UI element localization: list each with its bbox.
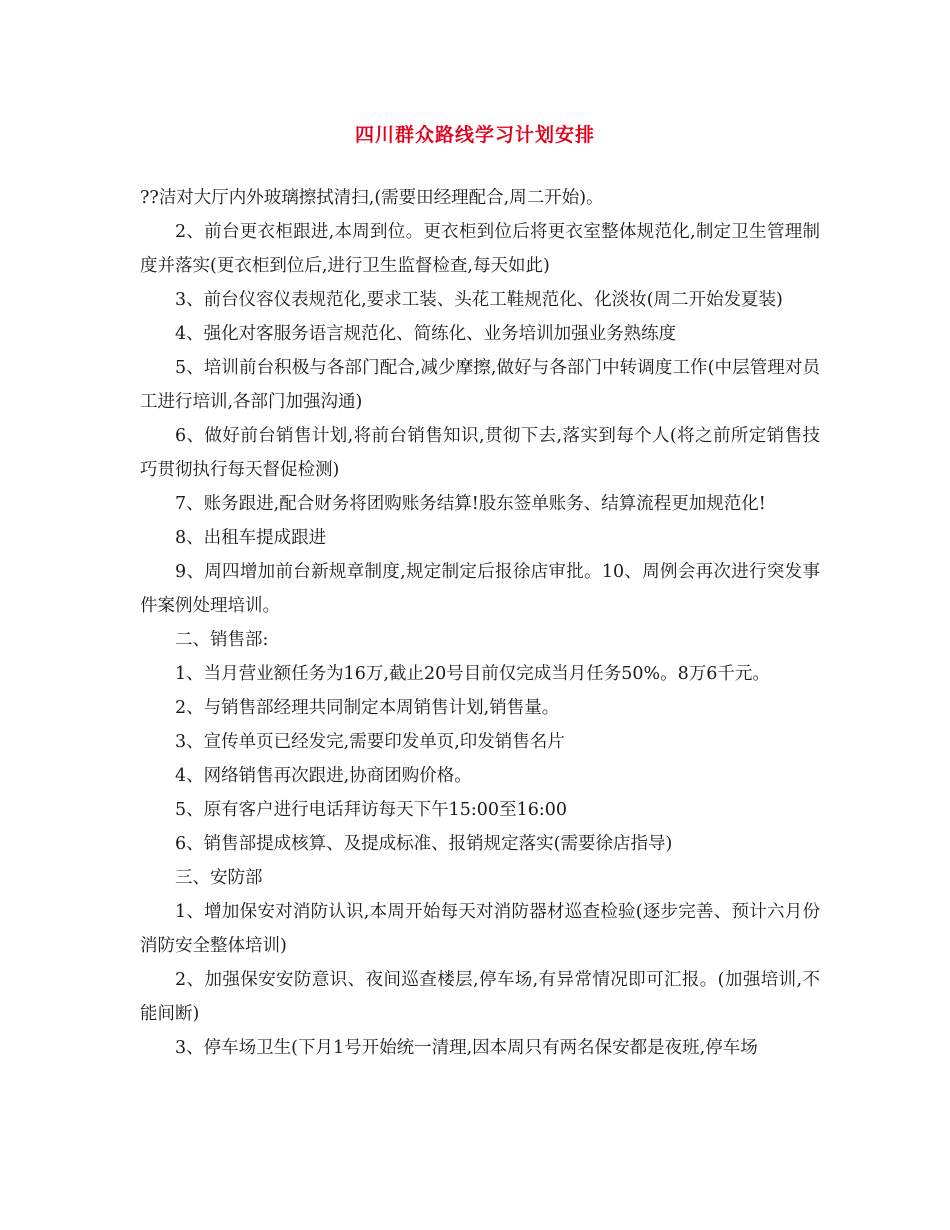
document-paragraph: 6、做好前台销售计划,将前台销售知识,贯彻下去,落实到每个人(将之前所定销售技巧贯彻执行每天督促检测) (140, 426, 820, 480)
document-paragraph: 6、销售部提成核算、及提成标准、报销规定落实(需要徐店指导) (175, 834, 673, 854)
document-paragraph: 9、周四增加前台新规章制度,规定制定后报徐店审批。10、周例会再次进行突发事件案例处理培训。 (140, 562, 820, 616)
document-paragraph: 5、原有客户进行电话拜访每天下午15:00至16:00 (175, 800, 567, 820)
document-paragraph: 3、前台仪容仪表规范化,要求工装、头花工鞋规范化、化淡妆(周二开始发夏装) (175, 290, 783, 310)
document-paragraph: 3、停车场卫生(下月1号开始统一清理,因本周只有两名保安都是夜班,停车场 (175, 1038, 758, 1058)
document-title: 四川群众路线学习计划安排 (354, 124, 595, 146)
document-paragraph: 1、当月营业额任务为16万,截止20号目前仅完成当月任务50%。8万6千元。 (175, 664, 770, 684)
document-paragraph: 4、强化对客服务语言规范化、简练化、业务培训加强业务熟练度 (175, 324, 677, 344)
document-paragraph: 2、与销售部经理共同制定本周销售计划,销售量。 (175, 698, 560, 718)
document-paragraph: 2、加强保安安防意识、夜间巡查楼层,停车场,有异常情况即可汇报。(加强培训,不能间断) (140, 970, 820, 1024)
document-paragraph: 5、培训前台积极与各部门配合,减少摩擦,做好与各部门中转调度工作(中层管理对员工进行培训,各部门加强沟通) (140, 358, 820, 412)
document-paragraph: 1、增加保安对消防认识,本周开始每天对消防器材巡查检验(逐步完善、预计六月份消防安全整体培训) (140, 902, 820, 956)
document-paragraph: 二、销售部: (175, 630, 269, 650)
document-paragraph: 8、出租车提成跟进 (175, 528, 327, 548)
document-paragraph: 4、网络销售再次跟进,协商团购价格。 (175, 766, 472, 786)
document-body (140, 181, 820, 1065)
document-paragraph: 7、账务跟进,配合财务将团购账务结算!股东签单账务、结算流程更加规范化! (175, 494, 766, 514)
document-paragraph: 三、安防部 (175, 868, 263, 888)
document-paragraph: ??洁对大厅内外玻璃擦拭清扫,(需要田经理配合,周二开始)。 (140, 188, 604, 208)
document-paragraph: 2、前台更衣柜跟进,本周到位。更衣柜到位后将更衣室整体规范化,制定卫生管理制度并落实(更衣柜到位后,进行卫生监督检查,每天如此) (140, 222, 820, 276)
document-paragraph: 3、宣传单页已经发完,需要印发单页,印发销售名片 (175, 732, 565, 752)
